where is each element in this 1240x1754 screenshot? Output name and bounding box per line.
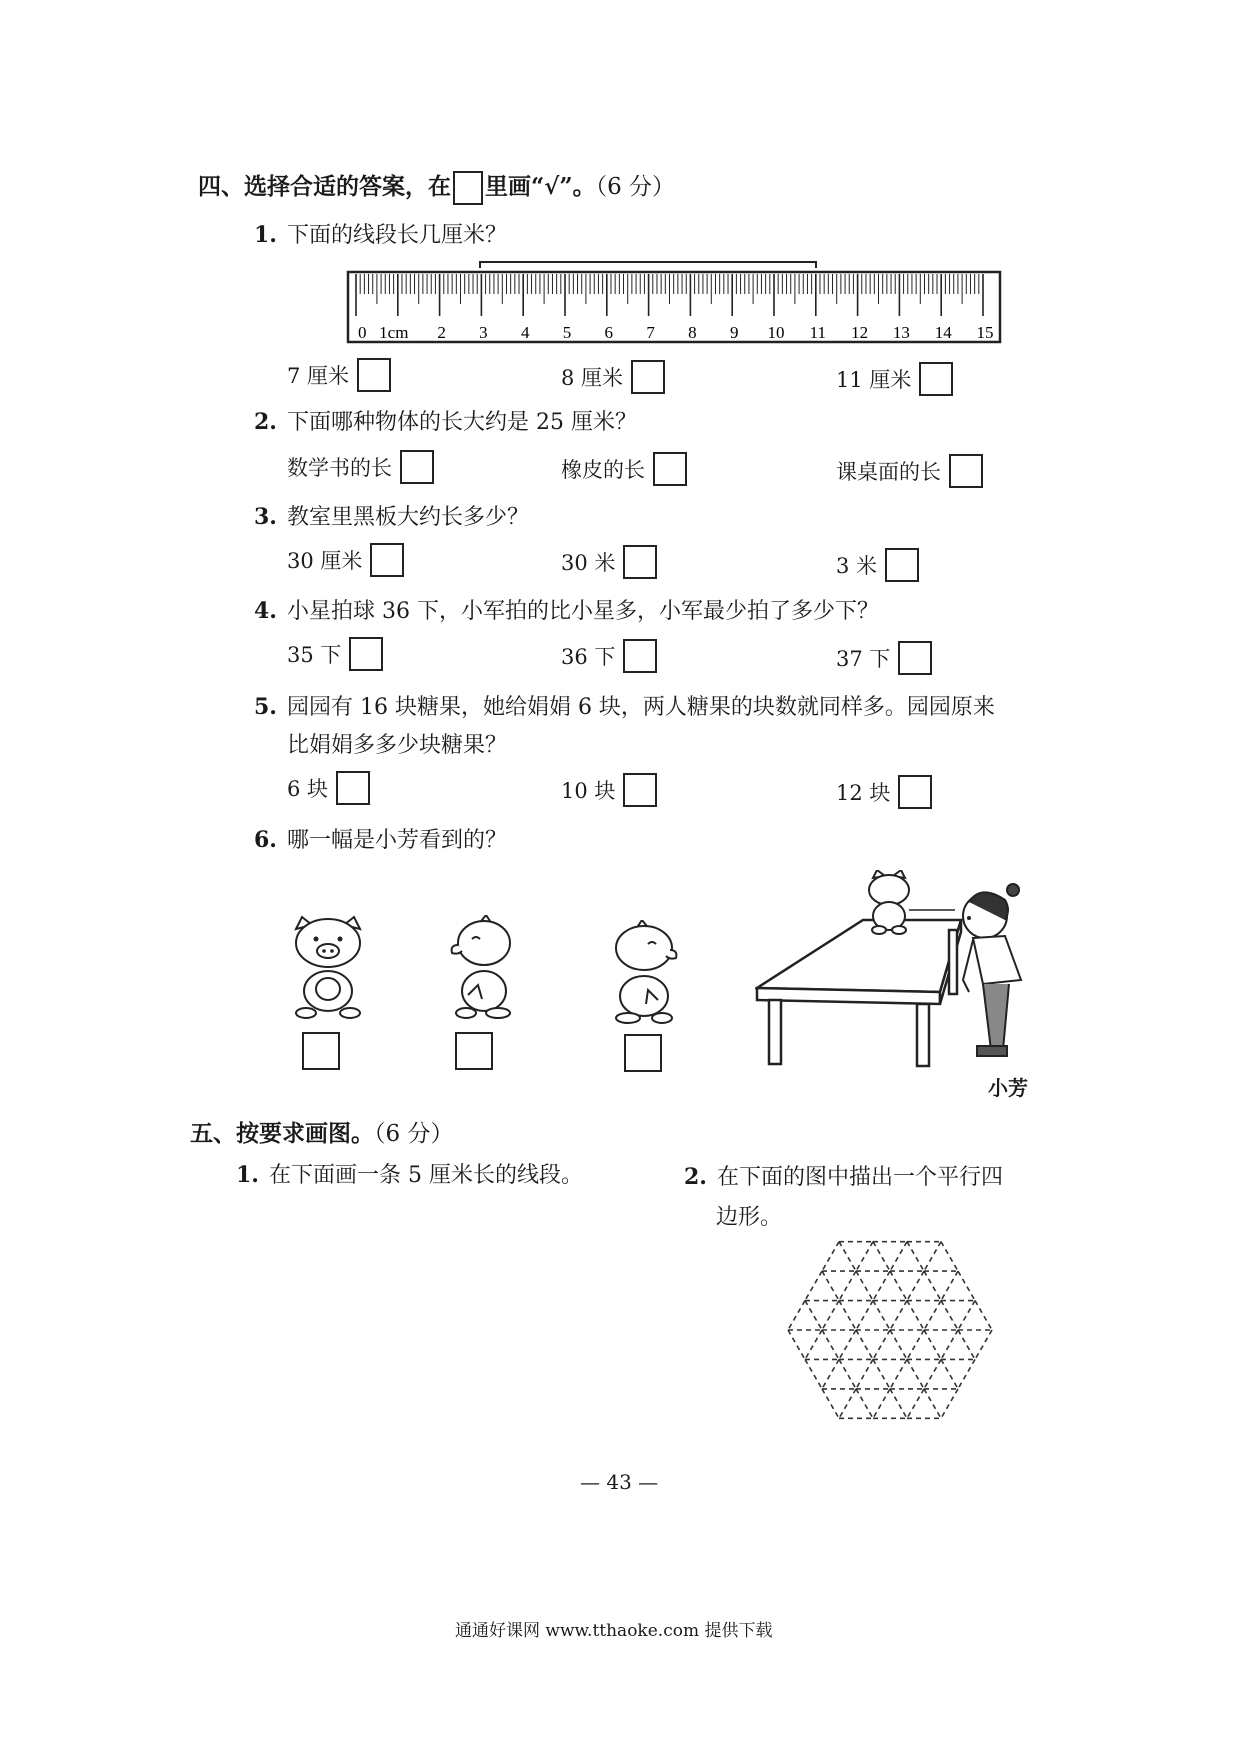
grid-line: [890, 1242, 907, 1271]
q5-option-2-box[interactable]: [623, 773, 657, 807]
q3-option-1-label: 30 厘米: [287, 549, 363, 573]
grid-line: [958, 1271, 975, 1300]
grid-line: [941, 1330, 958, 1359]
q6-option-2-box[interactable]: [455, 1032, 493, 1070]
question-3-number: 3.: [254, 504, 277, 530]
section5-title-text: 五、按要求画图。: [190, 1120, 374, 1147]
girl-label: 小芳: [988, 1076, 1028, 1100]
drawing-area-line-segment[interactable]: [236, 1200, 636, 1400]
grid-line: [924, 1271, 941, 1300]
grid-line: [890, 1301, 907, 1330]
q5-option-3[interactable]: [836, 775, 932, 809]
ruler-label: 14: [934, 323, 952, 342]
grid-line: [907, 1359, 924, 1388]
grid-line: [907, 1330, 924, 1359]
grid-line: [958, 1330, 975, 1359]
measured-segment: [480, 262, 816, 268]
question-1: [254, 218, 507, 249]
question-5: [254, 690, 995, 721]
q5-option-1-box[interactable]: [336, 771, 370, 805]
grid-line: [873, 1359, 890, 1388]
q3-option-3[interactable]: [836, 548, 919, 582]
s5-q1-text: 在下面画一条 5 厘米长的线段。: [268, 1163, 583, 1188]
section5-question-1: [236, 1158, 583, 1189]
question-6: [254, 823, 507, 854]
ruler-label: 12: [851, 323, 869, 342]
footer-download-note: 通通好课网 www.tthaoke.com 提供下载: [455, 1621, 773, 1641]
ruler-label: 15: [976, 323, 994, 342]
pig-side-view-left-image: [448, 915, 518, 1020]
grid-line: [907, 1242, 924, 1271]
grid-line: [873, 1242, 890, 1271]
question-3: [254, 500, 529, 531]
s5-q2-number: 2.: [684, 1164, 707, 1190]
girl-xiaofang: [963, 884, 1021, 1056]
q5-option-3-label: 12 块: [836, 781, 891, 805]
q3-option-2[interactable]: [561, 545, 657, 579]
section5-question-2: [684, 1160, 1003, 1191]
grid-line: [856, 1242, 873, 1271]
q3-option-1-box[interactable]: [370, 543, 404, 577]
grid-line: [975, 1301, 992, 1330]
question-1-text: 下面的线段长几厘米？: [286, 223, 507, 248]
grid-line: [822, 1330, 839, 1359]
q2-option-3[interactable]: [836, 454, 983, 488]
q6-option-3-box[interactable]: [624, 1034, 662, 1072]
grid-line: [890, 1389, 907, 1418]
question-2: [254, 405, 637, 436]
s5-q2-text-line1: 在下面的图中描出一个平行四: [716, 1165, 1003, 1190]
section4-title-after: 里画“√”。: [485, 173, 596, 200]
pig-on-table: [869, 870, 909, 934]
ruler-label: 3: [479, 323, 488, 342]
q4-option-3-label: 37 下: [836, 647, 891, 671]
q1-option-3[interactable]: [836, 362, 953, 396]
q1-option-1-label: 7 厘米: [287, 364, 350, 388]
section4-points: （6 分）: [595, 174, 676, 200]
q1-option-3-box[interactable]: [919, 362, 953, 396]
question-4-text: 小星拍球 36 下，小军拍的比小星多，小军最少拍了多少下？: [286, 599, 879, 624]
grid-line: [839, 1301, 856, 1330]
grid-line: [975, 1330, 992, 1359]
grid-line: [839, 1389, 856, 1418]
q4-option-2-label: 36 下: [561, 645, 616, 669]
question-2-number: 2.: [254, 409, 277, 435]
grid-line: [822, 1389, 839, 1418]
q2-option-1-label: 数学书的长: [287, 456, 392, 480]
section4-title-before: 四、选择合适的答案，在: [198, 173, 451, 200]
q4-option-1-label: 35 下: [287, 643, 342, 667]
grid-line: [856, 1389, 873, 1418]
ruler-label: 2: [437, 323, 446, 342]
grid-line: [907, 1389, 924, 1418]
question-1-number: 1.: [254, 222, 277, 248]
q2-option-3-label: 课桌面的长: [836, 460, 941, 484]
triangle-grid-hexagon[interactable]: [780, 1232, 1000, 1428]
q2-option-1[interactable]: [287, 450, 434, 484]
grid-line: [839, 1330, 856, 1359]
section4-title: [198, 168, 675, 205]
grid-line: [873, 1330, 890, 1359]
table-scene-image: [755, 870, 1055, 1070]
table-top: [757, 920, 961, 992]
grid-line: [958, 1301, 975, 1330]
grid-line: [941, 1271, 958, 1300]
ruler-label: 11: [809, 323, 826, 342]
q6-option-1-box[interactable]: [302, 1032, 340, 1070]
grid-line: [924, 1301, 941, 1330]
q1-option-2-label: 8 厘米: [561, 366, 624, 390]
grid-line: [856, 1359, 873, 1388]
grid-line: [805, 1301, 822, 1330]
grid-line: [788, 1330, 805, 1359]
grid-line: [924, 1389, 941, 1418]
q1-option-3-label: 11 厘米: [836, 368, 912, 392]
ruler-label: 7: [646, 323, 655, 342]
grid-line: [839, 1359, 856, 1388]
ruler-label: 8: [688, 323, 697, 342]
pig-side-view-right-image: [606, 920, 681, 1025]
question-3-text: 教室里黑板大约长多少？: [286, 505, 529, 530]
q2-option-3-box[interactable]: [949, 454, 983, 488]
page-number: — 43 —: [580, 1470, 659, 1494]
grid-line: [856, 1330, 873, 1359]
q3-option-2-box[interactable]: [623, 545, 657, 579]
q4-option-2-box[interactable]: [623, 639, 657, 673]
q4-option-3-box[interactable]: [898, 641, 932, 675]
section5-title: [190, 1115, 453, 1148]
grid-line: [839, 1271, 856, 1300]
ruler-label: 4: [520, 323, 530, 342]
q1-option-2[interactable]: [561, 360, 665, 394]
grid-line: [805, 1330, 822, 1359]
grid-line: [873, 1389, 890, 1418]
grid-line: [924, 1330, 941, 1359]
grid-line: [924, 1359, 941, 1388]
q2-option-2[interactable]: [561, 452, 687, 486]
question-4: [254, 594, 879, 625]
ruler-figure: [340, 258, 1020, 348]
q3-option-3-box[interactable]: [885, 548, 919, 582]
grid-line: [941, 1242, 958, 1271]
grid-line: [907, 1301, 924, 1330]
question-4-number: 4.: [254, 598, 277, 624]
grid-line: [822, 1242, 839, 1271]
q4-option-1[interactable]: [287, 637, 383, 671]
q1-option-1[interactable]: [287, 358, 391, 392]
grid-line: [941, 1359, 958, 1388]
section5-points: （6 分）: [374, 1121, 454, 1147]
ruler-label: 0: [358, 323, 367, 342]
q5-option-2[interactable]: [561, 773, 657, 807]
q2-option-1-box[interactable]: [400, 450, 434, 484]
grid-line: [890, 1271, 907, 1300]
grid-line: [873, 1301, 890, 1330]
q3-option-3-label: 3 米: [836, 554, 878, 578]
s5-q1-number: 1.: [236, 1162, 259, 1188]
ruler-label: 6: [604, 323, 614, 342]
q4-option-3[interactable]: [836, 641, 932, 675]
ruler-label: 13: [892, 323, 910, 342]
q4-option-2[interactable]: [561, 639, 657, 673]
q5-option-3-box[interactable]: [898, 775, 932, 809]
grid-line: [856, 1301, 873, 1330]
grid-line: [822, 1301, 839, 1330]
q3-option-2-label: 30 米: [561, 551, 616, 575]
question-6-number: 6.: [254, 827, 277, 853]
q5-option-1-label: 6 块: [287, 777, 329, 801]
grid-line: [873, 1271, 890, 1300]
grid-line: [805, 1359, 822, 1388]
grid-line: [839, 1242, 856, 1271]
q2-option-2-box[interactable]: [653, 452, 687, 486]
grid-line: [822, 1271, 839, 1300]
grid-line: [822, 1359, 839, 1388]
q5-option-2-label: 10 块: [561, 779, 616, 803]
q4-option-1-box[interactable]: [349, 637, 383, 671]
grid-line: [856, 1271, 873, 1300]
q3-option-1[interactable]: [287, 543, 404, 577]
question-2-text: 下面哪种物体的长大约是 25 厘米？: [286, 410, 637, 435]
grid-line: [788, 1301, 805, 1330]
grid-line: [941, 1301, 958, 1330]
q1-option-2-box[interactable]: [631, 360, 665, 394]
grid-line: [924, 1242, 941, 1271]
question-5-text-line2: 比娟娟多多少块糖果？: [287, 733, 508, 758]
q5-option-1[interactable]: [287, 771, 370, 805]
question-5-text-line1: 园园有 16 块糖果，她给娟娟 6 块，两人糖果的块数就同样多。园园原来: [286, 695, 995, 720]
ruler-label: 1cm: [379, 323, 409, 342]
grid-line: [907, 1271, 924, 1300]
question-5-number: 5.: [254, 694, 277, 720]
ruler-label: 9: [729, 323, 739, 342]
s5-q2-text-line2: 边形。: [716, 1205, 783, 1230]
grid-line: [890, 1359, 907, 1388]
grid-line: [958, 1359, 975, 1388]
ruler-label: 5: [562, 323, 572, 342]
question-6-text: 哪一幅是小芳看到的？: [286, 828, 507, 853]
title-answer-box: [453, 171, 483, 205]
grid-line: [805, 1271, 822, 1300]
ruler-label: 10: [767, 323, 785, 342]
grid-line: [941, 1389, 958, 1418]
q2-option-2-label: 橡皮的长: [561, 458, 645, 482]
pig-front-view-image: [288, 915, 368, 1020]
q1-option-1-box[interactable]: [357, 358, 391, 392]
grid-line: [890, 1330, 907, 1359]
